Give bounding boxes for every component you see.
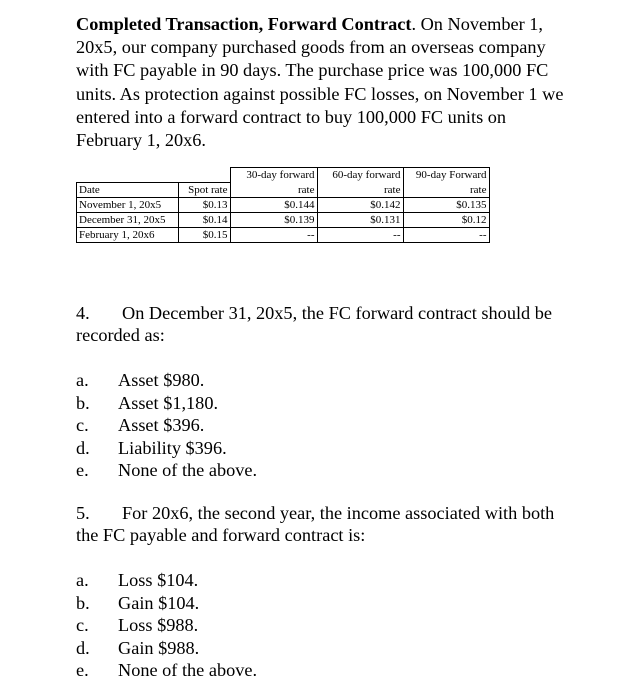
table-header-row	[77, 182, 490, 197]
option-d: d. Liability $396.	[76, 437, 227, 458]
row-spot: $0.13	[179, 197, 231, 212]
question-4-options	[76, 369, 257, 482]
question-4-text: On December 31, 20x5, the FC forward contract should be recorded as:	[76, 303, 553, 345]
header-30-day-top: 30-day forward	[230, 168, 317, 183]
row-90-day: --	[403, 227, 489, 242]
option-b: b. Gain $104.	[76, 592, 200, 613]
table-row	[77, 212, 490, 227]
header-date: Date	[77, 182, 179, 197]
row-date: November 1, 20x5	[77, 197, 179, 212]
option-b: b. Asset $1,180.	[76, 392, 219, 413]
header-30-day-bottom: rate	[230, 182, 317, 197]
row-60-day: $0.142	[317, 197, 403, 212]
question-5-options	[76, 569, 257, 682]
table-header-row-top	[77, 168, 490, 183]
option-e: e. None of the above.	[76, 660, 258, 680]
option-a: a. Loss $104.	[76, 570, 199, 590]
question-5-number: 5.	[76, 503, 90, 523]
intro-body: . On November 1, 20x5, our company purchased goods from an overseas company with FC payable in 90 days. The purchase price was 100,000 FC units. As protection against possible FC losses, on November 1 we entered into a forward contract to buy 100,000 FC units on February 1, 20x6.	[76, 14, 564, 151]
row-spot: $0.14	[179, 212, 231, 227]
option-c: c. Loss $988.	[76, 615, 199, 635]
header-90-day-top: 90-day Forward	[403, 168, 489, 183]
option-a: a. Asset $980.	[76, 370, 205, 390]
row-spot: $0.15	[179, 227, 231, 242]
row-30-day: --	[230, 227, 317, 242]
table-row	[77, 197, 490, 212]
intro-paragraph	[76, 13, 576, 152]
option-d: d. Gain $988.	[76, 637, 200, 658]
question-5	[76, 502, 576, 546]
header-90-day-bottom: rate	[403, 182, 489, 197]
option-e: e. None of the above.	[76, 460, 258, 480]
row-90-day: $0.12	[403, 212, 489, 227]
row-60-day: --	[317, 227, 403, 242]
row-60-day: $0.131	[317, 212, 403, 227]
question-4-number: 4.	[76, 303, 90, 323]
header-60-day-top: 60-day forward	[317, 168, 403, 183]
row-90-day: $0.135	[403, 197, 489, 212]
header-60-day-bottom: rate	[317, 182, 403, 197]
option-c: c. Asset $396.	[76, 415, 205, 435]
rates-table	[76, 167, 490, 243]
row-30-day: $0.139	[230, 212, 317, 227]
table-row	[77, 227, 490, 242]
row-date: December 31, 20x5	[77, 212, 179, 227]
intro-title: Completed Transaction, Forward Contract	[76, 14, 412, 34]
question-5-text: For 20x6, the second year, the income associated with both the FC payable and forward contract is:	[76, 503, 555, 545]
row-date: February 1, 20x6	[77, 227, 179, 242]
header-spot-rate: Spot rate	[179, 182, 231, 197]
question-4	[76, 302, 566, 346]
row-30-day: $0.144	[230, 197, 317, 212]
